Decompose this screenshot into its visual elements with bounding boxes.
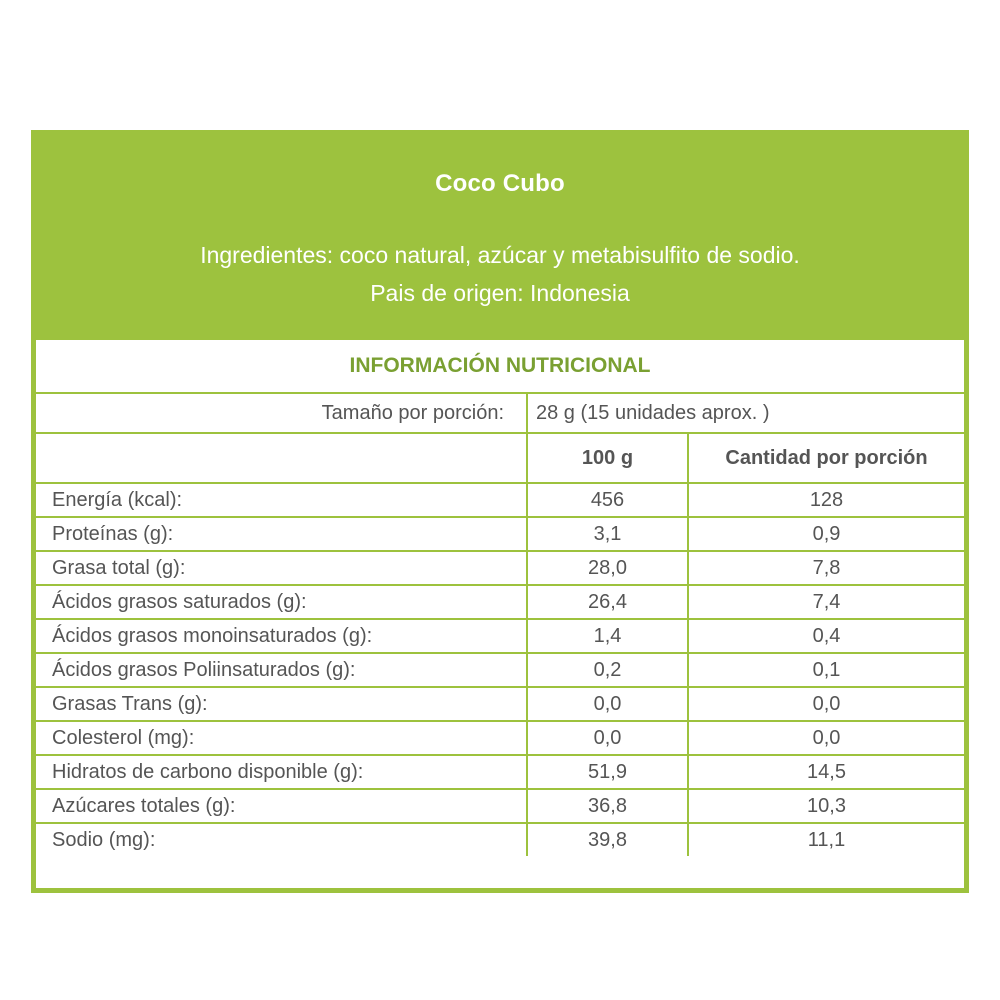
nutrient-label: Ácidos grasos saturados (g): xyxy=(36,585,527,619)
nutrient-label: Colesterol (mg): xyxy=(36,721,527,755)
nutrient-value-portion: 7,4 xyxy=(688,585,964,619)
nutrient-label: Sodio (mg): xyxy=(36,823,527,856)
table-title-row xyxy=(36,340,964,393)
nutrient-label: Proteínas (g): xyxy=(36,517,527,551)
column-header-portion: Cantidad por porción xyxy=(688,433,964,483)
table-row xyxy=(36,823,964,856)
table-row xyxy=(36,483,964,517)
table-row xyxy=(36,755,964,789)
nutrient-label: Grasa total (g): xyxy=(36,551,527,585)
table-row xyxy=(36,721,964,755)
column-header-row xyxy=(36,433,964,483)
nutrient-value-portion: 0,9 xyxy=(688,517,964,551)
nutrient-value-portion: 14,5 xyxy=(688,755,964,789)
nutrient-value-100g: 0,0 xyxy=(527,721,688,755)
nutrient-label: Grasas Trans (g): xyxy=(36,687,527,721)
nutrition-table-area xyxy=(36,340,964,888)
serving-size-label: Tamaño por porción: xyxy=(36,393,527,433)
serving-size-row xyxy=(36,393,964,433)
product-title: Coco Cubo xyxy=(435,170,565,197)
nutrient-value-100g: 456 xyxy=(527,483,688,517)
nutrient-value-100g: 39,8 xyxy=(527,823,688,856)
nutrient-value-100g: 51,9 xyxy=(527,755,688,789)
nutrient-value-100g: 3,1 xyxy=(527,517,688,551)
nutrient-value-portion: 0,0 xyxy=(688,687,964,721)
table-row xyxy=(36,517,964,551)
nutrient-value-portion: 128 xyxy=(688,483,964,517)
serving-size-value: 28 g (15 unidades aprox. ) xyxy=(527,393,964,433)
nutrient-value-100g: 28,0 xyxy=(527,551,688,585)
nutrient-value-portion: 10,3 xyxy=(688,789,964,823)
nutrient-label: Ácidos grasos Poliinsaturados (g): xyxy=(36,653,527,687)
nutrient-label: Azúcares totales (g): xyxy=(36,789,527,823)
nutrient-label: Ácidos grasos monoinsaturados (g): xyxy=(36,619,527,653)
nutrition-panel xyxy=(31,130,969,893)
table-row xyxy=(36,585,964,619)
column-header-empty xyxy=(36,433,527,483)
nutrition-table xyxy=(36,340,964,856)
nutrient-value-portion: 11,1 xyxy=(688,823,964,856)
nutrient-value-portion: 7,8 xyxy=(688,551,964,585)
nutrient-label: Energía (kcal): xyxy=(36,483,527,517)
nutrient-value-portion: 0,4 xyxy=(688,619,964,653)
table-row xyxy=(36,687,964,721)
nutrient-value-100g: 0,2 xyxy=(527,653,688,687)
nutrient-label: Hidratos de carbono disponible (g): xyxy=(36,755,527,789)
table-row xyxy=(36,653,964,687)
table-row xyxy=(36,789,964,823)
nutrient-value-100g: 0,0 xyxy=(527,687,688,721)
origin-text: Pais de origen: Indonesia xyxy=(370,280,630,306)
nutrient-value-portion: 0,0 xyxy=(688,721,964,755)
table-row xyxy=(36,551,964,585)
nutrient-value-100g: 1,4 xyxy=(527,619,688,653)
ingredients-text: Ingredientes: coco natural, azúcar y metabisulfito de sodio. xyxy=(200,242,800,268)
nutrient-value-portion: 0,1 xyxy=(688,653,964,687)
nutrient-value-100g: 26,4 xyxy=(527,585,688,619)
nutrient-value-100g: 36,8 xyxy=(527,789,688,823)
table-title: INFORMACIÓN NUTRICIONAL xyxy=(36,340,964,393)
product-header xyxy=(31,130,969,338)
column-header-100g: 100 g xyxy=(527,433,688,483)
table-row xyxy=(36,619,964,653)
